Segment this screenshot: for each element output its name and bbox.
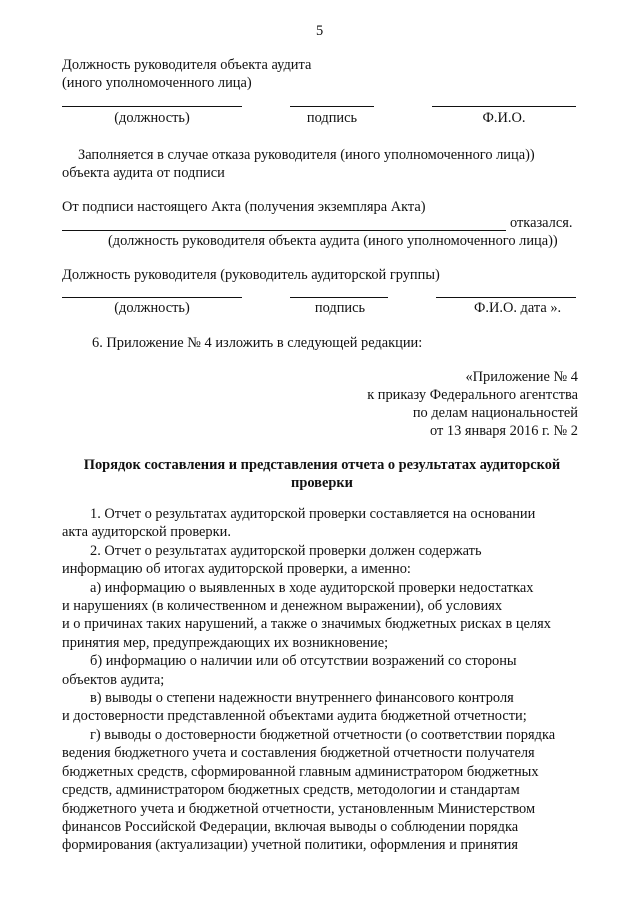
refusal-statement: От подписи настоящего Акта (получения экземпляра Акта) — [62, 199, 426, 215]
sig2-name-caption: Ф.И.О. дата ». — [474, 300, 562, 316]
section-title-line-2: проверки — [291, 475, 353, 491]
body-text — [62, 505, 578, 855]
pb-line-1: б) информацию о наличии или об отсутствии возражений со стороны — [90, 653, 517, 670]
group-head-label: Должность руководителя (руководитель аудиторской группы) — [62, 267, 440, 283]
sig1-position-caption: (должность) — [114, 110, 190, 126]
refusal-note-line-2: объекта аудита от подписи — [62, 165, 225, 181]
sig1-signature-caption: подпись — [306, 110, 358, 126]
pa-line-4: принятия мер, предупреждающих их возникновение; — [62, 634, 389, 651]
pv-line-1: в) выводы о степени надежности внутреннего финансового контроля — [90, 690, 514, 707]
sig2-position-line — [62, 297, 242, 298]
p2-line-2: информацию об итогах аудиторской проверки, а именно: — [62, 561, 411, 578]
sig2-position-caption: (должность) — [114, 300, 190, 316]
appendix-line-3: по делам национальностей — [412, 405, 578, 421]
appendix-line-2: к приказу Федерального агентства — [367, 387, 578, 403]
page-number: 5 — [316, 23, 324, 39]
sig1-name-line — [432, 106, 576, 107]
pg-line-4: средств, администратором бюджетных средств, методологии и стандартам — [62, 782, 520, 799]
pg-line-1: г) выводы о достоверности бюджетной отчетности (о соответствии порядка — [90, 726, 556, 743]
pa-line-1: а) информацию о выявленных в ходе аудиторской проверки недостатках — [90, 579, 534, 596]
head-line-2: (иного уполномоченного лица) — [62, 75, 252, 91]
pg-line-2: ведения бюджетного учета и составления бюджетной отчетности получателя — [62, 745, 535, 762]
sig1-position-line — [62, 106, 242, 107]
pb-line-2: объектов аудита; — [62, 671, 165, 688]
item-6: 6. Приложение № 4 изложить в следующей редакции: — [92, 335, 423, 351]
pa-line-3: и о причинах таких нарушений, а также о значимых бюджетных рисках в целях — [62, 616, 551, 633]
section-title — [62, 456, 582, 492]
section-title-line-1: Порядок составления и представления отчета о результатах аудиторской — [83, 457, 561, 473]
refused-label: отказался. — [510, 215, 573, 231]
pg-line-5: бюджетного учета и бюджетной отчетности, установленным Министерством — [62, 800, 536, 817]
sig2-name-line — [436, 297, 576, 298]
appendix-line-4: от 13 января 2016 г. № 2 — [430, 423, 578, 439]
p1-line-1: 1. Отчет о результатах аудиторской проверки составляется на основании — [90, 506, 536, 522]
appendix-line-1: «Приложение № 4 — [465, 369, 578, 385]
refusal-note-line-1: Заполняется в случае отказа руководителя (иного уполномоченного лица)) — [78, 147, 535, 163]
p2-line-1: 2. Отчет о результатах аудиторской проверки должен содержать — [90, 542, 482, 559]
pg-line-7: формирования (актуализации) учетной политики, оформления и принятия — [62, 837, 518, 854]
head-line-1: Должность руководителя объекта аудита — [62, 57, 312, 73]
appendix-block — [367, 368, 578, 440]
p1-line-2: акта аудиторской проверки. — [62, 524, 231, 541]
refusal-blank-line — [62, 230, 506, 231]
pv-line-2: и достоверности представленной объектами аудита бюджетной отчетности; — [62, 708, 527, 725]
refusal-caption: (должность руководителя объекта аудита (иного уполномоченного лица)) — [108, 233, 558, 249]
pa-line-2: и нарушениях (в количественном и денежном выражении), об условиях — [62, 598, 503, 615]
sig1-name-caption: Ф.И.О. — [482, 110, 526, 126]
pg-line-6: финансов Российской Федерации, включая выводы о соблюдении порядка — [62, 818, 519, 835]
sig2-signature-line — [290, 297, 388, 298]
sig1-signature-line — [290, 106, 374, 107]
sig2-signature-caption: подпись — [314, 300, 366, 316]
pg-line-3: бюджетных средств, сформированной главным администратором бюджетных — [62, 763, 539, 780]
